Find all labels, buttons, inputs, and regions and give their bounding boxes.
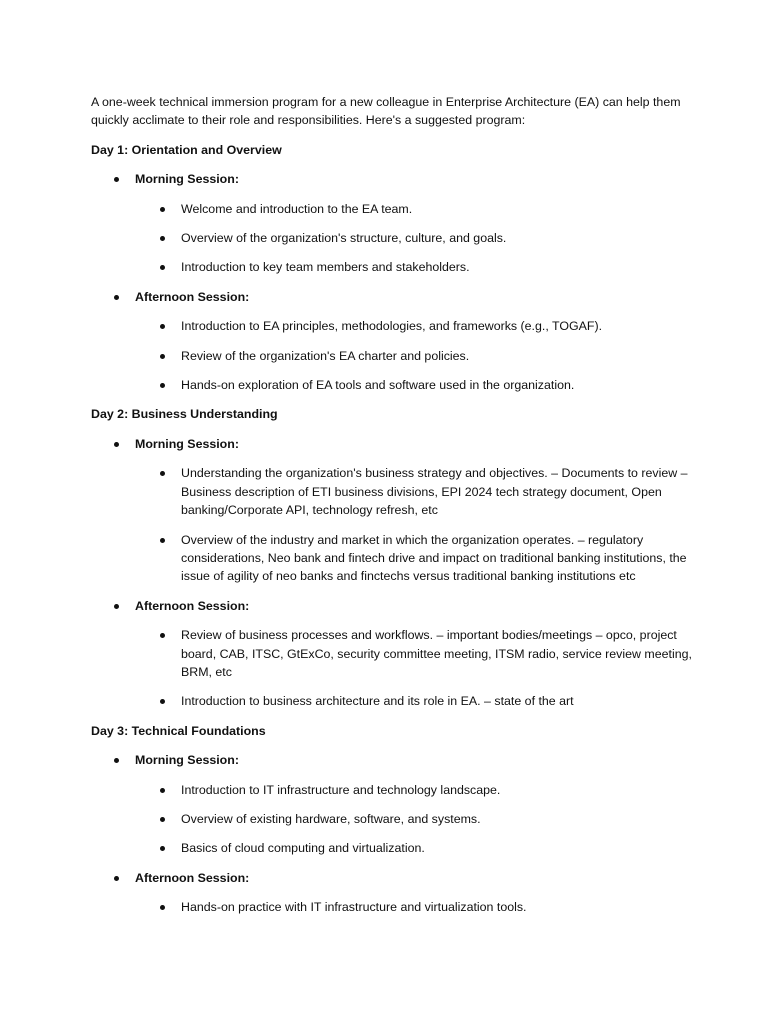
item-list xyxy=(91,626,698,711)
day-1-section xyxy=(91,141,698,395)
list-item: Overview of the organization's structure, culture, and goals. xyxy=(181,229,698,247)
day-heading: Day 3: Technical Foundations xyxy=(91,723,266,738)
list-item: Welcome and introduction to the EA team. xyxy=(181,200,698,218)
day-3-section xyxy=(91,722,698,917)
session-list xyxy=(91,751,698,916)
morning-session xyxy=(91,751,698,858)
list-item: Review of the organization's EA charter and policies. xyxy=(181,347,698,365)
afternoon-session xyxy=(91,288,698,395)
list-item: Hands-on exploration of EA tools and software used in the organization. xyxy=(181,376,698,394)
session-label: Morning Session: xyxy=(135,170,698,188)
afternoon-session xyxy=(91,597,698,711)
session-label: Afternoon Session: xyxy=(135,869,698,887)
list-item: Overview of existing hardware, software, and systems. xyxy=(181,810,698,828)
session-list xyxy=(91,170,698,394)
session-label: Morning Session: xyxy=(135,435,698,453)
morning-session xyxy=(91,435,698,586)
list-item: Overview of the industry and market in which the organization operates. – regulatory considerations, Neo bank and fintech drive and impact on traditional banking institutions, the issue of agility of neo banks and finctechs versus traditional banking institutions etc xyxy=(181,531,698,586)
list-item: Understanding the organization's business strategy and objectives. – Documents to review – Business description of ETI business divisions, EPI 2024 tech strategy document, Open banking/Corporate API, technology refresh, etc xyxy=(181,464,698,519)
session-list xyxy=(91,435,698,711)
list-item: Introduction to key team members and stakeholders. xyxy=(181,258,698,276)
item-list xyxy=(91,200,698,277)
afternoon-session xyxy=(91,869,698,917)
morning-session xyxy=(91,170,698,277)
list-item: Introduction to IT infrastructure and technology landscape. xyxy=(181,781,698,799)
list-item: Introduction to business architecture and its role in EA. – state of the art xyxy=(181,692,698,710)
session-label: Morning Session: xyxy=(135,751,698,769)
list-item: Hands-on practice with IT infrastructure and virtualization tools. xyxy=(181,898,698,916)
list-item: Introduction to EA principles, methodologies, and frameworks (e.g., TOGAF). xyxy=(181,317,698,335)
intro-paragraph: A one-week technical immersion program for a new colleague in Enterprise Architecture (EA) can help them quickly acclimate to their role and responsibilities. Here's a suggested program: xyxy=(91,95,681,128)
day-heading: Day 2: Business Understanding xyxy=(91,407,278,422)
item-list xyxy=(91,317,698,394)
list-item: Review of business processes and workflows. – important bodies/meetings – opco, project board, CAB, ITSC, GtExCo, security committee meeting, ITSM radio, service review meeting, BRM, etc xyxy=(181,626,698,681)
item-list xyxy=(91,464,698,585)
day-2-section xyxy=(91,405,698,710)
item-list xyxy=(91,781,698,858)
session-label: Afternoon Session: xyxy=(135,597,698,615)
session-label: Afternoon Session: xyxy=(135,288,698,306)
list-item: Basics of cloud computing and virtualization. xyxy=(181,839,698,857)
day-heading: Day 1: Orientation and Overview xyxy=(91,142,282,157)
item-list xyxy=(91,898,698,916)
